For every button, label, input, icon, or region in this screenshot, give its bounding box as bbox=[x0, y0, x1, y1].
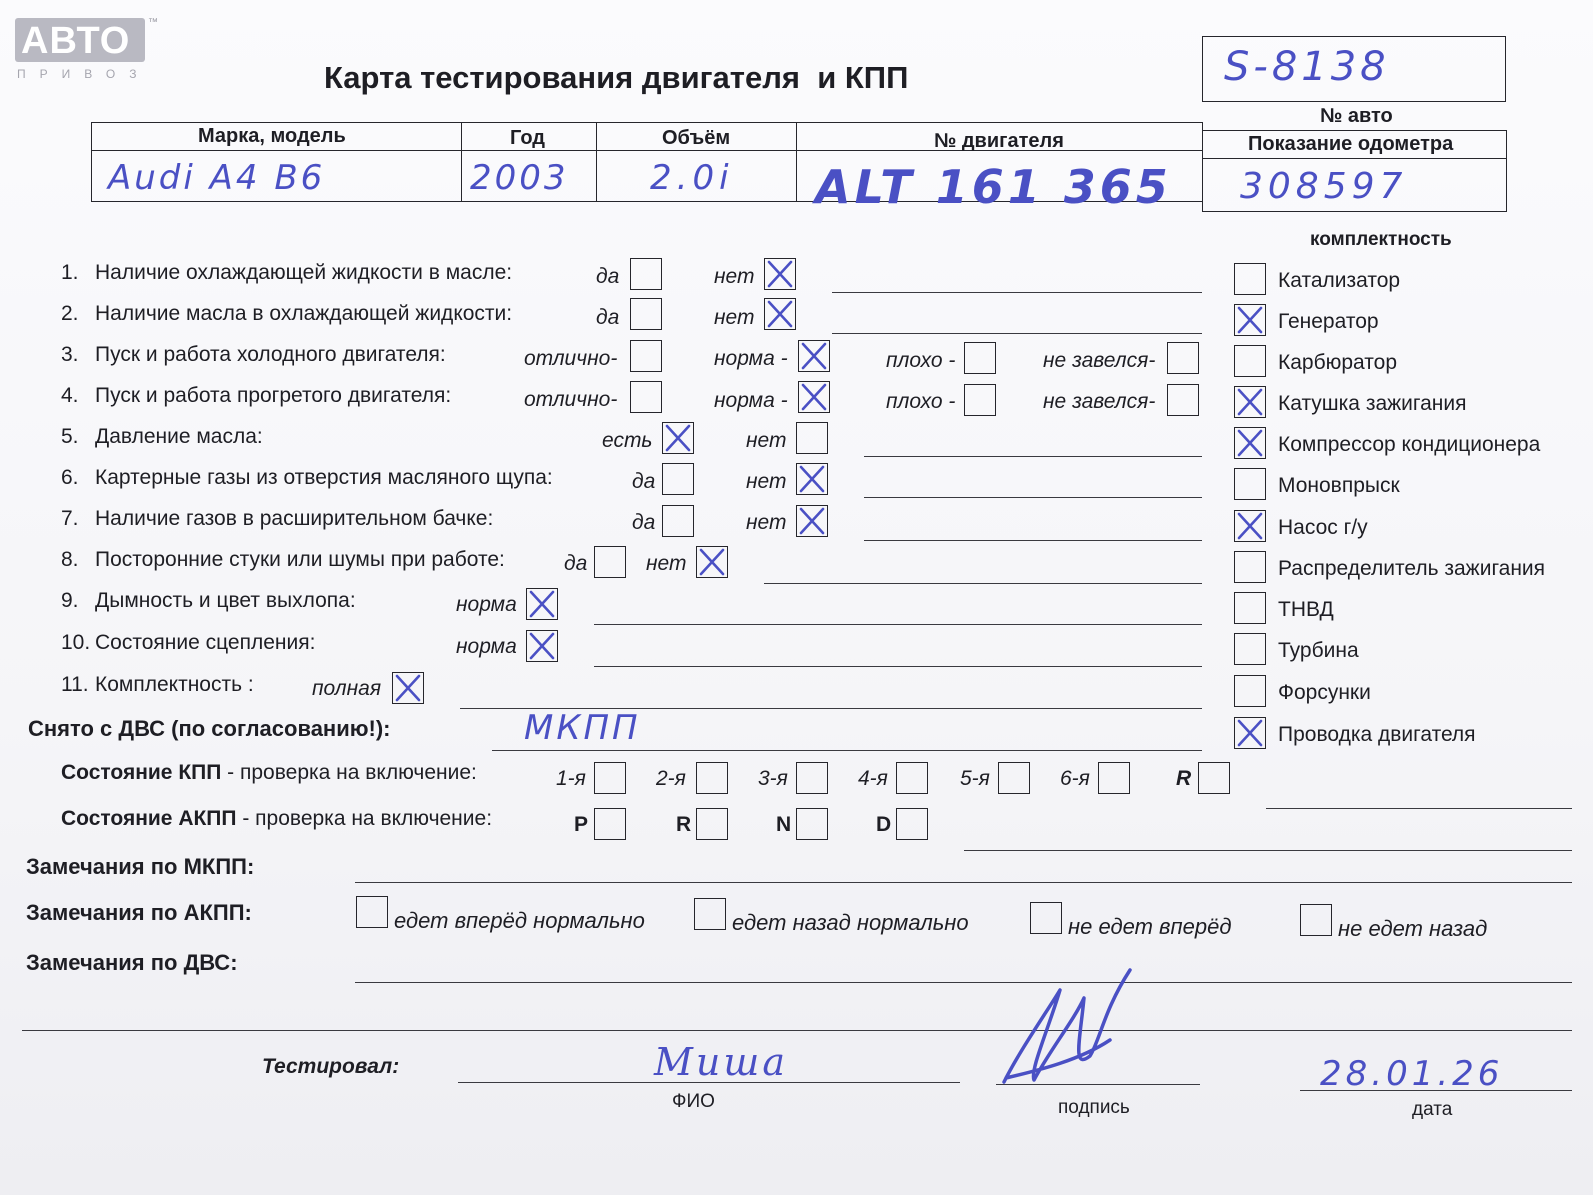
akpp-gear-checkbox[interactable] bbox=[796, 808, 828, 840]
option-checkbox[interactable] bbox=[630, 258, 662, 290]
logo-brand: АВТО bbox=[21, 20, 131, 62]
option-checkbox[interactable] bbox=[526, 588, 558, 620]
akpp-gear-checkbox[interactable] bbox=[594, 808, 626, 840]
option-label: нет bbox=[714, 306, 755, 329]
date-value: 28.01.26 bbox=[1320, 1054, 1504, 1094]
avto-privoz-logo bbox=[15, 17, 158, 81]
akpp-gear-label: N bbox=[776, 813, 792, 836]
akpp-remark-checkbox[interactable] bbox=[694, 898, 726, 930]
option-checkbox[interactable] bbox=[630, 381, 662, 413]
option-checkbox[interactable] bbox=[662, 422, 694, 454]
option-checkbox[interactable] bbox=[798, 381, 830, 413]
completeness-label: Турбина bbox=[1278, 639, 1359, 662]
completeness-label: Катализатор bbox=[1278, 269, 1401, 292]
gear-label: 2-я bbox=[656, 767, 686, 790]
option-checkbox[interactable] bbox=[662, 463, 694, 495]
akpp-remark-checkbox[interactable] bbox=[356, 896, 388, 928]
tested-by-label: Тестировал: bbox=[262, 1055, 400, 1078]
mkpp-remarks-line bbox=[355, 882, 1572, 883]
gear-checkbox[interactable] bbox=[1098, 762, 1130, 794]
gear-label: 6-я bbox=[1060, 767, 1090, 790]
option-checkbox[interactable] bbox=[392, 672, 424, 704]
gear-label: R bbox=[1176, 767, 1192, 790]
option-label: норма - bbox=[714, 347, 788, 370]
volume-value: 2.0i bbox=[650, 158, 734, 198]
car-number-label: № авто bbox=[1320, 105, 1393, 127]
option-checkbox[interactable] bbox=[796, 505, 828, 537]
col-header-odometer: Показание одометра bbox=[1248, 133, 1454, 155]
option-checkbox[interactable] bbox=[696, 546, 728, 578]
option-label: да bbox=[564, 552, 588, 575]
akpp-gear-label: P bbox=[574, 813, 589, 836]
option-checkbox[interactable] bbox=[630, 298, 662, 330]
completeness-checkbox[interactable] bbox=[1234, 263, 1266, 295]
gear-label: 3-я bbox=[758, 767, 788, 790]
mkpp-remarks-label: Замечания по МКПП: bbox=[26, 854, 255, 879]
option-checkbox[interactable] bbox=[630, 340, 662, 372]
option-label: нет bbox=[714, 265, 755, 288]
option-checkbox[interactable] bbox=[764, 258, 796, 290]
row-label: Давление масла: bbox=[95, 425, 263, 448]
gear-checkbox[interactable] bbox=[796, 762, 828, 794]
option-label: отлично- bbox=[524, 388, 618, 411]
row-number: 2. bbox=[61, 302, 79, 325]
option-label: есть bbox=[602, 429, 653, 452]
completeness-label: Форсунки bbox=[1278, 681, 1371, 704]
logo-sub: ПРИВОЗ bbox=[17, 67, 151, 81]
note-line bbox=[832, 292, 1202, 293]
engine-no-value: ALT 161 365 bbox=[815, 160, 1172, 214]
row-number: 11. bbox=[61, 673, 89, 696]
note-line bbox=[832, 333, 1202, 334]
option-checkbox[interactable] bbox=[764, 298, 796, 330]
model-value: Audi A4 B6 bbox=[108, 158, 326, 198]
row-label: Дымность и цвет выхлопа: bbox=[95, 589, 356, 612]
akpp-remark-checkbox[interactable] bbox=[1300, 904, 1332, 936]
completeness-checkbox[interactable] bbox=[1234, 675, 1266, 707]
row-label: Картерные газы из отверстия масляного щупа: bbox=[95, 466, 553, 489]
option-label: да bbox=[632, 511, 656, 534]
option-label: нет bbox=[746, 511, 787, 534]
akpp-remark-label: не едет назад bbox=[1338, 916, 1488, 941]
option-checkbox[interactable] bbox=[526, 630, 558, 662]
completeness-label: Генератор bbox=[1278, 310, 1379, 333]
row-number: 4. bbox=[61, 384, 79, 407]
completeness-checkbox[interactable] bbox=[1234, 592, 1266, 624]
completeness-checkbox[interactable] bbox=[1234, 468, 1266, 500]
option-label: отлично- bbox=[524, 347, 618, 370]
completeness-label: Компрессор кондиционера bbox=[1278, 433, 1541, 456]
akpp-remark-label: едет вперёд нормально bbox=[394, 908, 645, 933]
page-title: Карта тестирования двигателя и КПП bbox=[324, 60, 909, 95]
option-checkbox[interactable] bbox=[798, 340, 830, 372]
option-label: плохо - bbox=[886, 390, 956, 413]
tester-name-value: Миша bbox=[654, 1040, 789, 1084]
row-label: Наличие масла в охлаждающей жидкости: bbox=[95, 302, 513, 325]
completeness-checkbox[interactable] bbox=[1234, 304, 1266, 336]
col-header-engine-no: № двигателя bbox=[934, 130, 1064, 152]
akpp-remark-label: не едет вперёд bbox=[1068, 914, 1232, 939]
option-label: нет bbox=[746, 470, 787, 493]
akpp-gear-label: R bbox=[676, 813, 692, 836]
akpp-gear-checkbox[interactable] bbox=[696, 808, 728, 840]
row-label: Посторонние стуки или шумы при работе: bbox=[95, 548, 505, 571]
completeness-checkbox[interactable] bbox=[1234, 551, 1266, 583]
extra-remarks-line bbox=[22, 1030, 1572, 1031]
option-checkbox[interactable] bbox=[594, 546, 626, 578]
removed-line bbox=[492, 750, 1202, 751]
row-number: 7. bbox=[61, 507, 79, 530]
option-checkbox[interactable] bbox=[1167, 384, 1199, 416]
note-line bbox=[594, 666, 1202, 667]
year-value: 2003 bbox=[470, 158, 569, 198]
option-checkbox[interactable] bbox=[662, 505, 694, 537]
akpp-remark-checkbox[interactable] bbox=[1030, 902, 1062, 934]
date-caption: дата bbox=[1412, 1099, 1453, 1120]
name-caption: ФИО bbox=[672, 1091, 715, 1112]
option-label: не завелся- bbox=[1043, 349, 1156, 372]
option-label: плохо - bbox=[886, 349, 956, 372]
note-line bbox=[864, 540, 1202, 541]
akpp-gear-label: D bbox=[876, 813, 892, 836]
row-number: 6. bbox=[61, 466, 79, 489]
option-label: нет bbox=[746, 429, 787, 452]
logo-tm: ™ bbox=[148, 17, 158, 28]
row-label: Наличие охлаждающей жидкости в масле: bbox=[95, 261, 513, 284]
option-label: нет bbox=[646, 552, 687, 575]
akpp-check-label: Состояние АКПП - проверка на включение: bbox=[61, 807, 493, 830]
completeness-title: комплектность bbox=[1310, 229, 1452, 250]
akpp-remarks-label: Замечания по АКПП: bbox=[26, 900, 252, 925]
note-line bbox=[864, 456, 1202, 457]
row-label: Комплектность : bbox=[95, 673, 254, 696]
completeness-checkbox[interactable] bbox=[1234, 345, 1266, 377]
option-label: норма bbox=[456, 635, 517, 658]
option-checkbox[interactable] bbox=[964, 342, 996, 374]
completeness-label: Катушка зажигания bbox=[1278, 392, 1467, 415]
odometer-value: 308597 bbox=[1240, 166, 1408, 207]
gear-label: 4-я bbox=[858, 767, 888, 790]
option-label: норма bbox=[456, 593, 517, 616]
signature-caption: подпись bbox=[1058, 1097, 1130, 1118]
dvs-remarks-label: Замечания по ДВС: bbox=[26, 950, 238, 975]
note-line bbox=[864, 497, 1202, 498]
gear-checkbox[interactable] bbox=[998, 762, 1030, 794]
gear-checkbox[interactable] bbox=[896, 762, 928, 794]
completeness-label: ТНВД bbox=[1278, 598, 1334, 621]
completeness-label: Проводка двигателя bbox=[1278, 723, 1476, 746]
signature-line bbox=[996, 1084, 1200, 1085]
akpp-note-line bbox=[964, 850, 1572, 851]
gear-checkbox[interactable] bbox=[696, 762, 728, 794]
completeness-checkbox[interactable] bbox=[1234, 386, 1266, 418]
row-label: Наличие газов в расширительном бачке: bbox=[95, 507, 494, 530]
option-checkbox[interactable] bbox=[796, 422, 828, 454]
option-label: да bbox=[596, 306, 620, 329]
option-label: да bbox=[632, 470, 656, 493]
option-label: норма - bbox=[714, 389, 788, 412]
completeness-label: Моновпрыск bbox=[1278, 474, 1400, 497]
row-number: 9. bbox=[61, 589, 79, 612]
dvs-remarks-line bbox=[355, 982, 1572, 983]
completeness-checkbox[interactable] bbox=[1234, 717, 1266, 749]
option-label: полная bbox=[312, 677, 382, 700]
option-checkbox[interactable] bbox=[1167, 342, 1199, 374]
row-label: Пуск и работа холодного двигателя: bbox=[95, 343, 446, 366]
completeness-label: Карбюратор bbox=[1278, 351, 1398, 374]
col-header-year: Год bbox=[510, 127, 545, 149]
gear-label: 5-я bbox=[960, 767, 990, 790]
note-line bbox=[764, 583, 1202, 584]
row-label: Пуск и работа прогретого двигателя: bbox=[95, 384, 452, 407]
car-number-value: S-8138 bbox=[1224, 44, 1390, 90]
completeness-checkbox[interactable] bbox=[1234, 510, 1266, 542]
row-number: 10. bbox=[61, 631, 91, 654]
completeness-label: Насос г/у bbox=[1278, 516, 1368, 539]
col-header-volume: Объём bbox=[662, 127, 731, 149]
row-number: 8. bbox=[61, 548, 79, 571]
option-label: да bbox=[596, 265, 620, 288]
akpp-gear-checkbox[interactable] bbox=[896, 808, 928, 840]
option-checkbox[interactable] bbox=[964, 384, 996, 416]
completeness-checkbox[interactable] bbox=[1234, 427, 1266, 459]
gear-checkbox[interactable] bbox=[594, 762, 626, 794]
option-checkbox[interactable] bbox=[796, 463, 828, 495]
mkpp-note-line bbox=[1266, 808, 1572, 809]
row-number: 1. bbox=[61, 261, 79, 284]
row-number: 3. bbox=[61, 343, 79, 366]
gear-checkbox[interactable] bbox=[1198, 762, 1230, 794]
option-label: не завелся- bbox=[1043, 390, 1156, 413]
col-header-model: Марка, модель bbox=[198, 125, 346, 147]
row-label: Состояние сцепления: bbox=[95, 631, 316, 654]
row-number: 5. bbox=[61, 425, 79, 448]
completeness-checkbox[interactable] bbox=[1234, 633, 1266, 665]
completeness-label: Распределитель зажигания bbox=[1278, 557, 1546, 580]
gear-label: 1-я bbox=[556, 767, 586, 790]
removed-value: МКПП bbox=[524, 708, 641, 748]
note-line bbox=[594, 624, 1202, 625]
akpp-remark-label: едет назад нормально bbox=[732, 910, 969, 935]
removed-label: Снято с ДВС (по согласованию!): bbox=[28, 716, 391, 741]
mkpp-check-label: Состояние КПП - проверка на включение: bbox=[61, 761, 477, 784]
